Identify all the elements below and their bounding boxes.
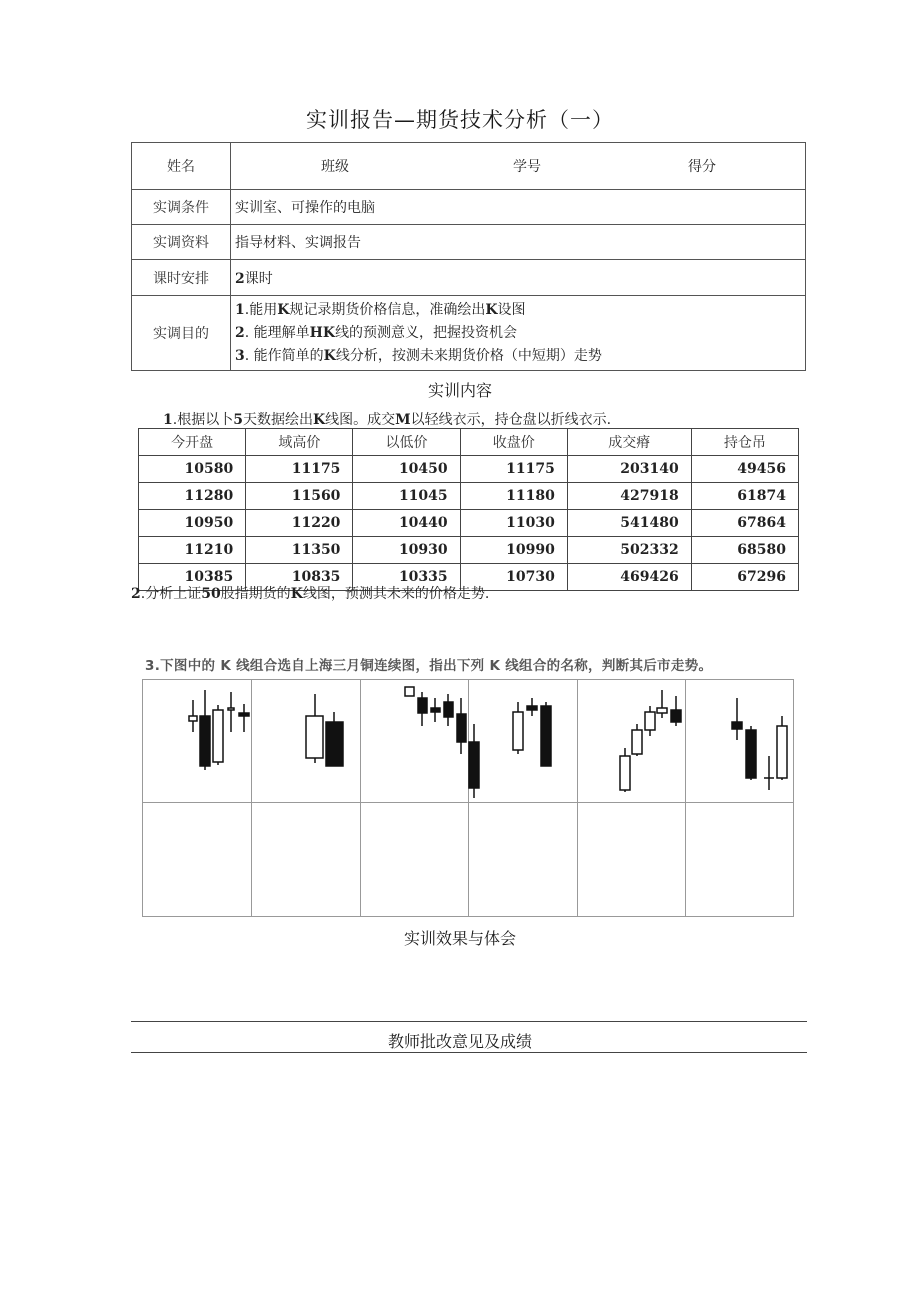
table-row: [139, 483, 799, 510]
table-cell: 11210: [139, 537, 246, 564]
q2-text: 股指期货的: [220, 586, 291, 602]
candle-black: [671, 710, 681, 722]
table-cell: 10440: [353, 510, 460, 537]
candle-black: [418, 698, 427, 713]
goal-list: [231, 296, 806, 371]
class-label: 班级: [321, 159, 349, 175]
goal-k: K: [323, 347, 336, 364]
goal-text: .能用: [244, 301, 278, 318]
answer-cell[interactable]: [686, 803, 794, 917]
section-effect-heading: 实训效果与体会: [403, 929, 516, 948]
hours-number: 2: [235, 270, 245, 287]
goal-item: [235, 345, 801, 368]
q2-k: K: [290, 586, 303, 602]
pattern-4: [513, 698, 551, 766]
answer-cell[interactable]: [252, 803, 361, 917]
table-cell: 203140: [567, 456, 691, 483]
table-cell: 10385: [139, 564, 246, 591]
q1-k: K: [312, 412, 326, 428]
candle-white: [645, 712, 655, 730]
candle-white: [213, 710, 223, 762]
table-cell: 10335: [353, 564, 460, 591]
goal-label: 实调目的: [132, 296, 231, 371]
table-cell: 10835: [246, 564, 353, 591]
table-cell: 502332: [567, 537, 691, 564]
table-cell: 11280: [139, 483, 246, 510]
goal-text: . 能理解单: [244, 324, 310, 341]
col-open: 今开盘: [139, 429, 246, 456]
answer-cell[interactable]: [578, 803, 686, 917]
section-teacher-heading: 教师批改意见及成绩: [387, 1032, 532, 1051]
candle-black: [541, 706, 551, 766]
table-cell: 11560: [246, 483, 353, 510]
candle-doji: [228, 708, 234, 710]
goal-text: 规记录期货价格信息，准确绘出: [289, 301, 486, 318]
table-cell: 11350: [246, 537, 353, 564]
candle-black: [746, 730, 756, 778]
hours-unit: 课时: [244, 270, 273, 287]
q1-text: 天数据绘出: [242, 412, 313, 428]
goal-item: [235, 299, 801, 322]
table-cell: 11175: [246, 456, 353, 483]
candle-black: [326, 722, 343, 766]
candle-black: [527, 706, 537, 710]
candle-black: [431, 708, 440, 712]
question-1: [163, 409, 611, 429]
q1-text: .根据以卜: [172, 412, 234, 428]
goal-k: K: [277, 301, 290, 318]
candle-black: [469, 742, 479, 788]
q1-text: 以轻线衣示，持仓盘以折线衣示.: [410, 412, 612, 428]
answer-cell[interactable]: [361, 803, 469, 917]
table-cell: 11030: [460, 510, 567, 537]
table-cell: 11180: [460, 483, 567, 510]
condition-value: 实训室、可操作的电脑: [231, 190, 806, 225]
q2-text: .分析上证: [140, 586, 202, 602]
divider: [131, 1021, 807, 1022]
candle-black: [444, 702, 453, 717]
hours-label: 课时安排: [132, 260, 231, 296]
candle-white: [306, 716, 323, 758]
table-cell: 68580: [691, 537, 798, 564]
col-open-interest: 持仓吊: [691, 429, 798, 456]
goal-text: 线分析，按测未来期货价格（中短期）走势: [335, 347, 602, 364]
q2-num: 2: [131, 586, 141, 602]
pattern-6: [732, 698, 787, 790]
col-volume: 成交瘠: [567, 429, 691, 456]
candle-white: [620, 756, 630, 790]
section-content-heading: 实训内容: [427, 381, 492, 400]
table-cell: 49456: [691, 456, 798, 483]
col-close: 收盘价: [460, 429, 567, 456]
goal-num: 3: [235, 347, 245, 364]
goal-num: 1: [235, 301, 245, 318]
candle-white: [657, 708, 667, 713]
candle-white: [513, 712, 523, 750]
header-fields: [231, 143, 806, 190]
col-low: 以低价: [353, 429, 460, 456]
candle-black: [732, 722, 742, 729]
goal-text: . 能作简单的: [244, 347, 324, 364]
goal-text: 设图: [497, 301, 526, 318]
table-cell: 10950: [139, 510, 246, 537]
table-cell: 67864: [691, 510, 798, 537]
table-cell: 541480: [567, 510, 691, 537]
table-row: [139, 537, 799, 564]
candlestick-patterns: [143, 680, 795, 804]
pattern-1: [189, 690, 249, 770]
question-2: [131, 583, 489, 603]
student-id-label: 学号: [513, 159, 541, 175]
answer-cell[interactable]: [143, 803, 252, 917]
table-cell: 10450: [353, 456, 460, 483]
pattern-2: [306, 694, 343, 766]
name-label: 姓名: [132, 143, 231, 190]
table-row: [139, 456, 799, 483]
candle-white: [189, 716, 197, 721]
table-cell: 10580: [139, 456, 246, 483]
material-label: 实调资料: [132, 225, 231, 260]
candle-white: [777, 726, 787, 778]
question-3: 3.下图中的 K 线组合选自上海三月铜连续图，指出下列 K 线组合的名称，判断其后市走势。: [145, 658, 713, 674]
q1-num: 1: [163, 412, 173, 428]
goal-k: K: [485, 301, 498, 318]
answer-cell[interactable]: [469, 803, 578, 917]
divider: [131, 1052, 807, 1053]
table-cell: 10930: [353, 537, 460, 564]
table-cell: 61874: [691, 483, 798, 510]
q2-text: 线图，预测其未来的价格走势.: [302, 586, 490, 602]
candle-black: [457, 714, 466, 742]
candle-white: [632, 730, 642, 754]
goal-item: [235, 322, 801, 345]
pattern-5: [620, 690, 681, 792]
goal-num: 2: [235, 324, 245, 341]
candle-white: [405, 687, 414, 696]
candlestick-grid: [142, 679, 794, 917]
table-row: [139, 510, 799, 537]
table-cell: 10990: [460, 537, 567, 564]
table-cell: 11175: [460, 456, 567, 483]
candle-black: [200, 716, 210, 766]
goal-k: HK: [309, 324, 336, 341]
q2-index: 50: [201, 586, 221, 602]
table-cell: 469426: [567, 564, 691, 591]
q1-m: M: [395, 412, 411, 428]
table-cell: 67296: [691, 564, 798, 591]
col-high: 域高价: [246, 429, 353, 456]
goal-text: 线的预测意义，把握投资机会: [335, 324, 518, 341]
material-value: 指导材料、实调报告: [231, 225, 806, 260]
q1-days: 5: [233, 412, 243, 428]
score-label: 得分: [688, 159, 716, 175]
q1-text: 线图。成交: [325, 412, 396, 428]
table-cell: 427918: [567, 483, 691, 510]
page-title: 实训报告—期货技术分析（一）: [306, 108, 614, 132]
table-cell: 10730: [460, 564, 567, 591]
price-data-table: [138, 428, 799, 591]
hours-value: [231, 260, 806, 296]
table-cell: 11220: [246, 510, 353, 537]
table-header-row: [139, 429, 799, 456]
info-table: [131, 142, 806, 371]
condition-label: 实调条件: [132, 190, 231, 225]
pattern-3: [405, 687, 479, 798]
candle-black: [239, 713, 249, 716]
table-cell: 11045: [353, 483, 460, 510]
